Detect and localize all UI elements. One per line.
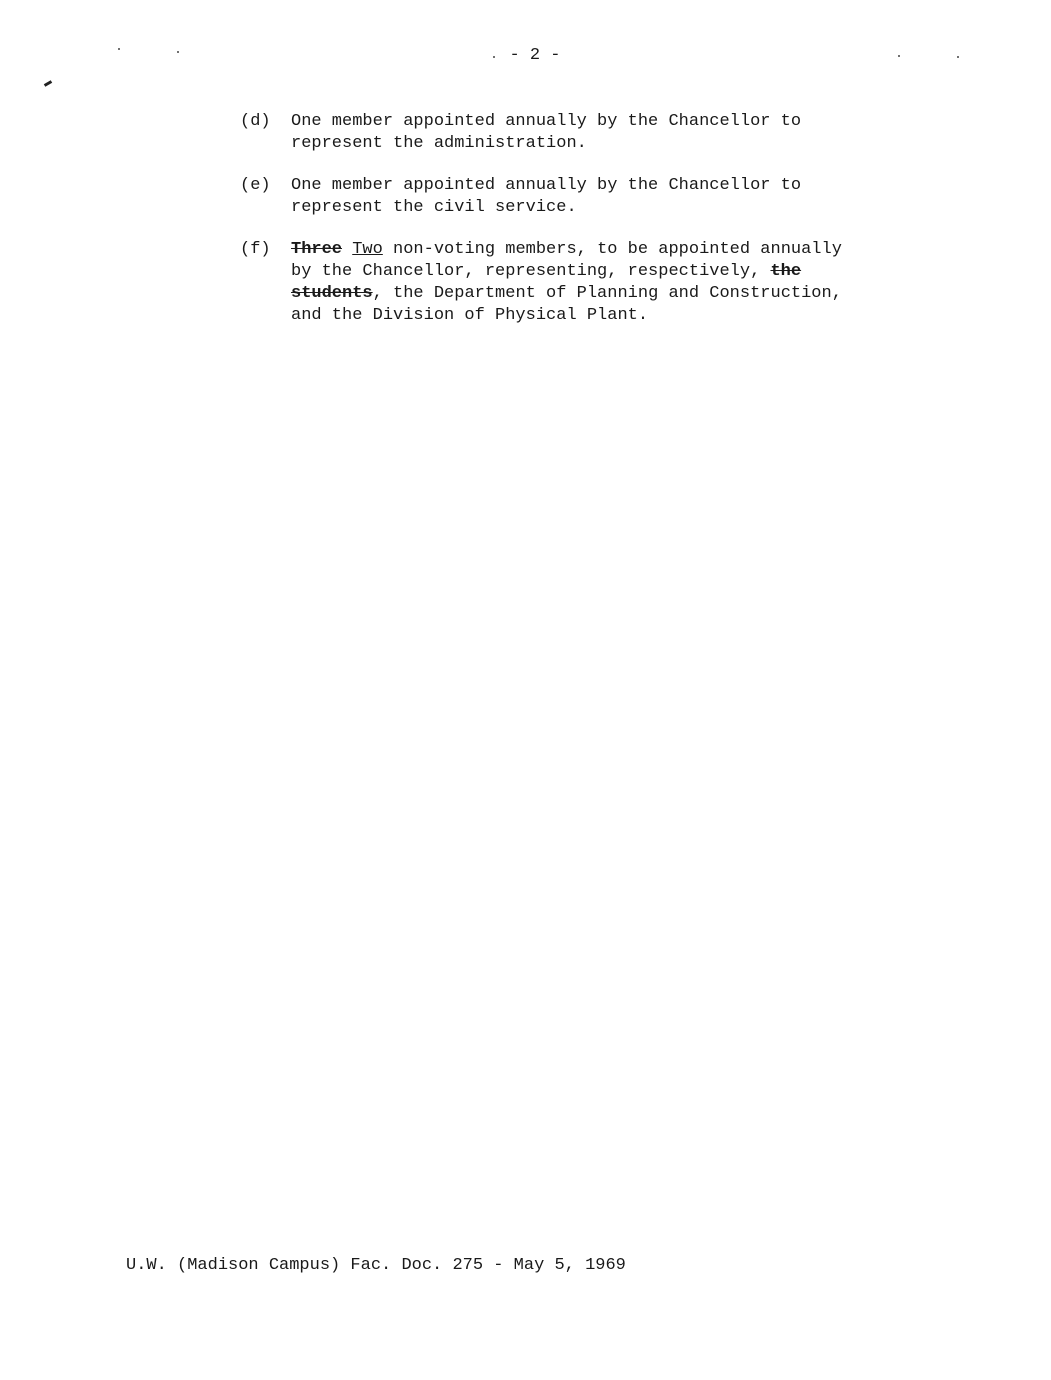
inserted-text: Two bbox=[352, 240, 383, 259]
clause-list bbox=[240, 111, 920, 347]
clause-d bbox=[240, 111, 920, 155]
line-text: non-voting members, to be appointed annually bbox=[382, 240, 842, 259]
clause-label: (e) bbox=[240, 176, 271, 195]
page-number: - 2 - bbox=[509, 46, 561, 65]
line-text: , the Department of Planning and Construction, bbox=[372, 284, 842, 303]
clause-label: (f) bbox=[240, 240, 271, 259]
scan-mark bbox=[44, 80, 52, 87]
clause-text bbox=[291, 239, 920, 327]
clause-text bbox=[291, 175, 920, 219]
struck-text: the bbox=[770, 262, 802, 281]
clause-e bbox=[240, 175, 920, 219]
clause-line: represent the civil service. bbox=[291, 198, 577, 217]
struck-text: Three bbox=[291, 240, 343, 259]
clause-line: One member appointed annually by the Chancellor to bbox=[291, 112, 802, 131]
clause-text bbox=[291, 111, 920, 155]
struck-text: students bbox=[291, 284, 373, 303]
clause-line: represent the administration. bbox=[291, 134, 587, 153]
line-text: by the Chancellor, representing, respectively, bbox=[291, 262, 771, 281]
clause-line bbox=[291, 261, 920, 283]
clause-line: and the Division of Physical Plant. bbox=[291, 306, 649, 325]
clause-line bbox=[291, 283, 920, 305]
document-footer: U.W. (Madison Campus) Fac. Doc. 275 - May 5, 1969 bbox=[126, 1256, 626, 1275]
clause-f bbox=[240, 239, 920, 327]
clause-label: (d) bbox=[240, 112, 271, 131]
clause-line: One member appointed annually by the Chancellor to bbox=[291, 176, 802, 195]
clause-line bbox=[291, 239, 920, 261]
